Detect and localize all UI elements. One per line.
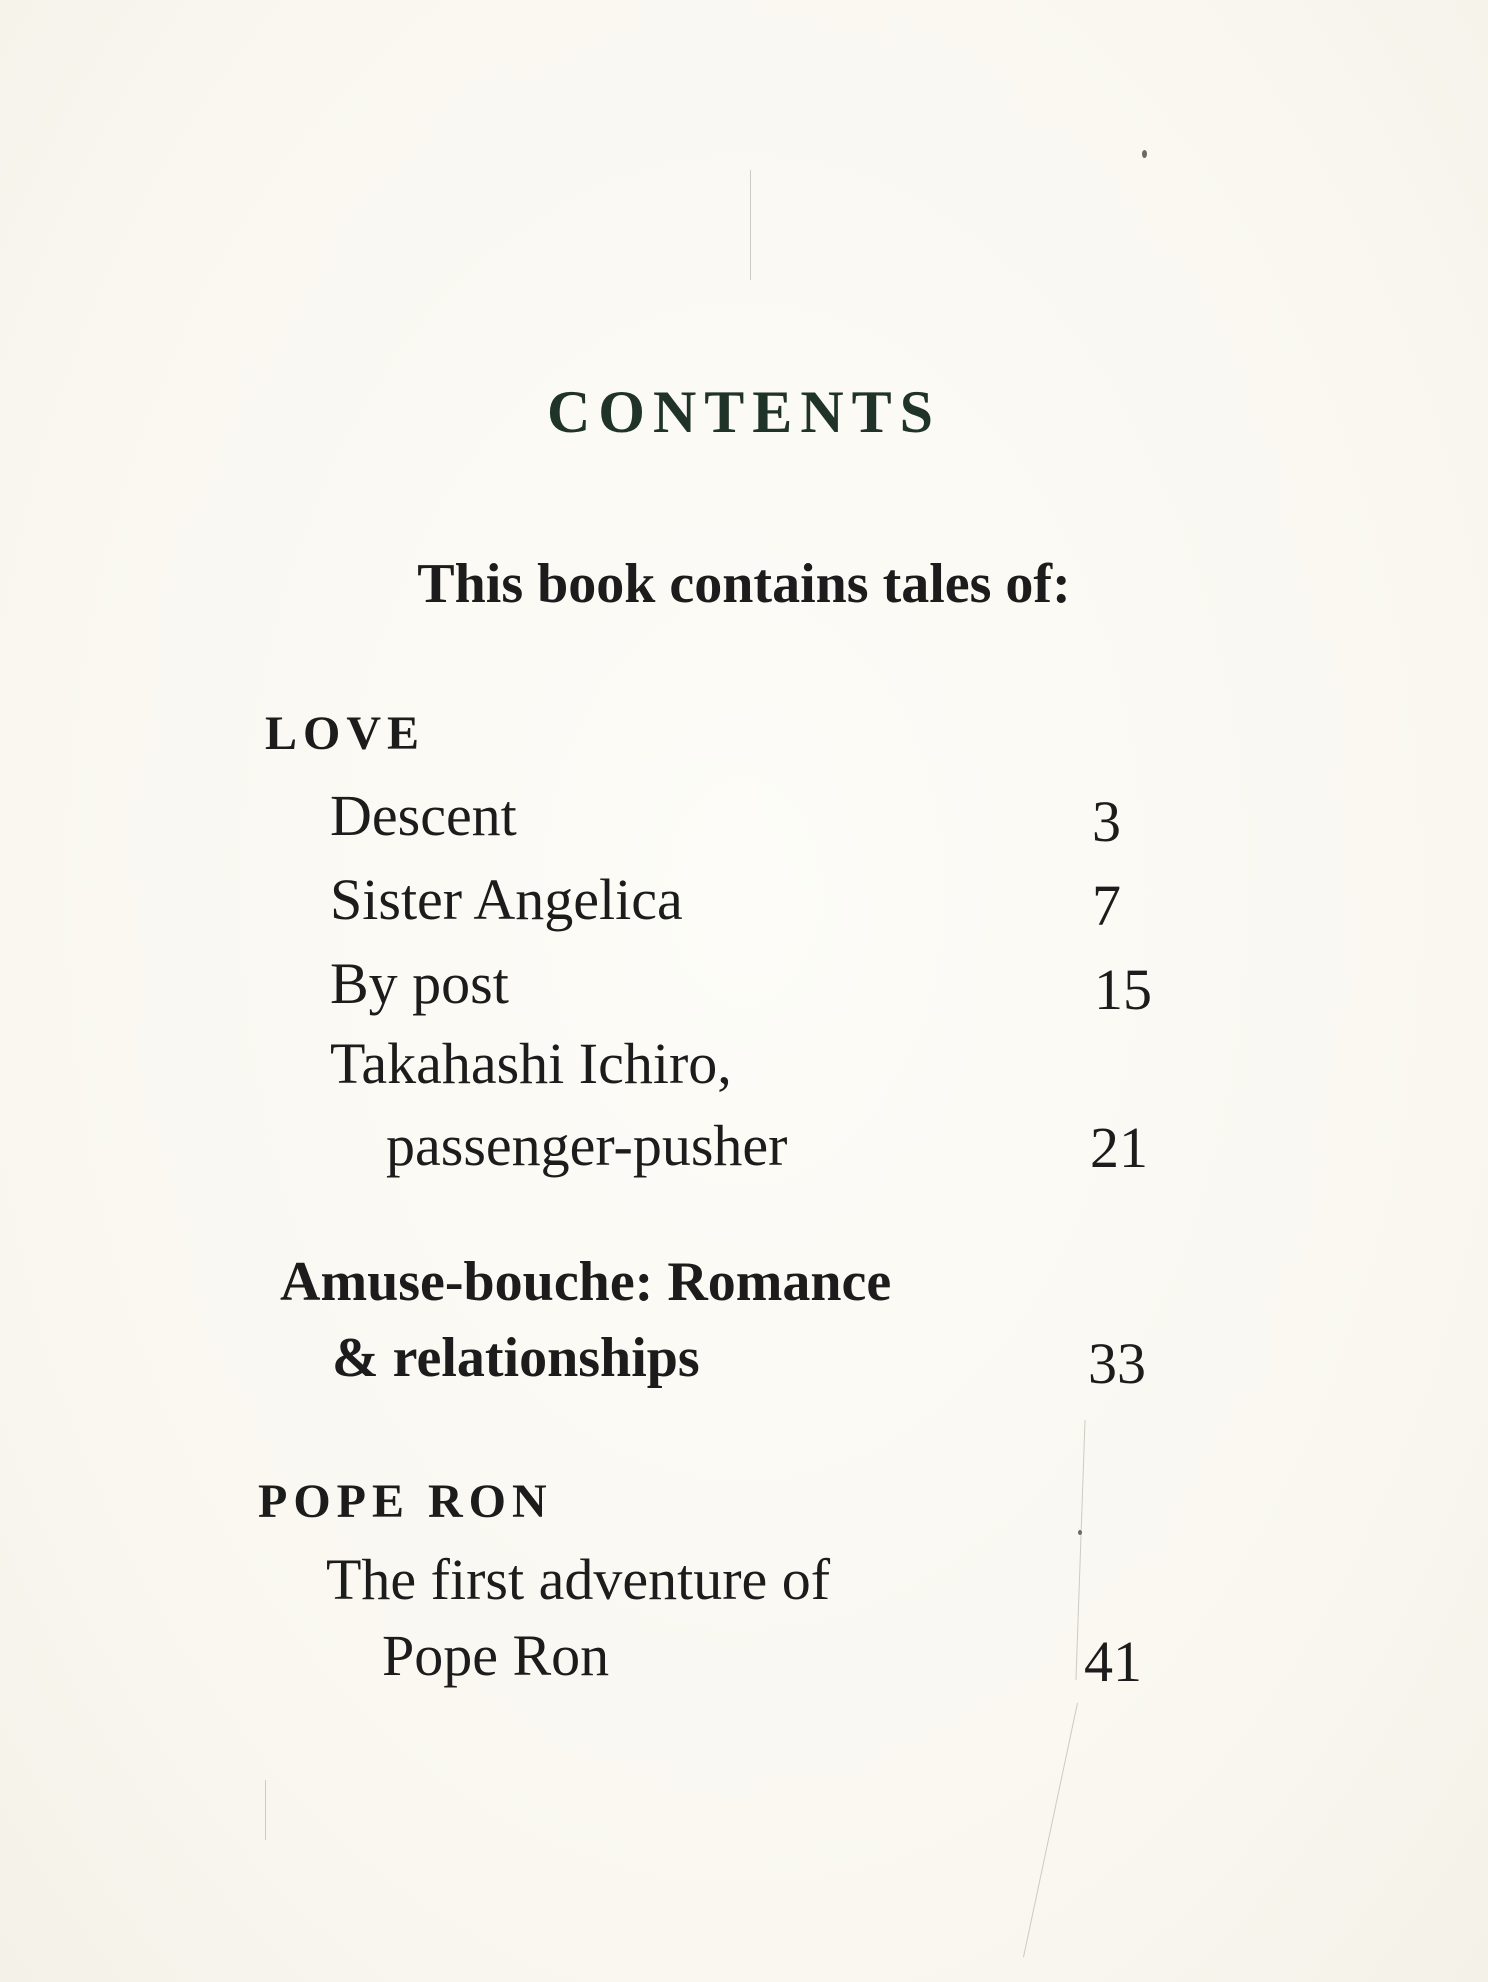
- toc-entry-page: 21: [1090, 1115, 1148, 1180]
- toc-entry-title: Sister Angelica: [330, 867, 683, 932]
- toc-entry-page: 3: [1092, 789, 1121, 854]
- toc-entry-title-line1: The first adventure of: [326, 1547, 831, 1612]
- toc-amuse-page: 33: [1088, 1331, 1146, 1396]
- paper-crease: [750, 170, 751, 280]
- toc-entry-title: Descent: [330, 783, 517, 848]
- paper-speck: [1142, 150, 1147, 158]
- toc-entry-page: 15: [1094, 957, 1152, 1022]
- toc-amuse-title-line2: & relationships: [332, 1327, 700, 1389]
- toc-entry-title-line1: Takahashi Ichiro,: [330, 1031, 732, 1096]
- toc-entry-page: 41: [1084, 1629, 1142, 1694]
- paper-crease: [1023, 1703, 1078, 1958]
- paper-crease: [265, 1780, 266, 1840]
- toc-entry-title-line2: Pope Ron: [382, 1623, 610, 1688]
- toc-entry-title: By post: [330, 951, 509, 1016]
- page-title: CONTENTS: [546, 379, 942, 445]
- toc-entry-page: 7: [1092, 873, 1121, 938]
- toc-amuse-title-line1: Amuse-bouche: Romance: [280, 1251, 892, 1313]
- section-heading-love: LOVE: [265, 707, 426, 760]
- toc-entry-title-line2: passenger-pusher: [386, 1113, 788, 1178]
- intro-line: This book contains tales of:: [417, 553, 1071, 615]
- section-heading-pope-ron: POPE RON: [258, 1475, 553, 1528]
